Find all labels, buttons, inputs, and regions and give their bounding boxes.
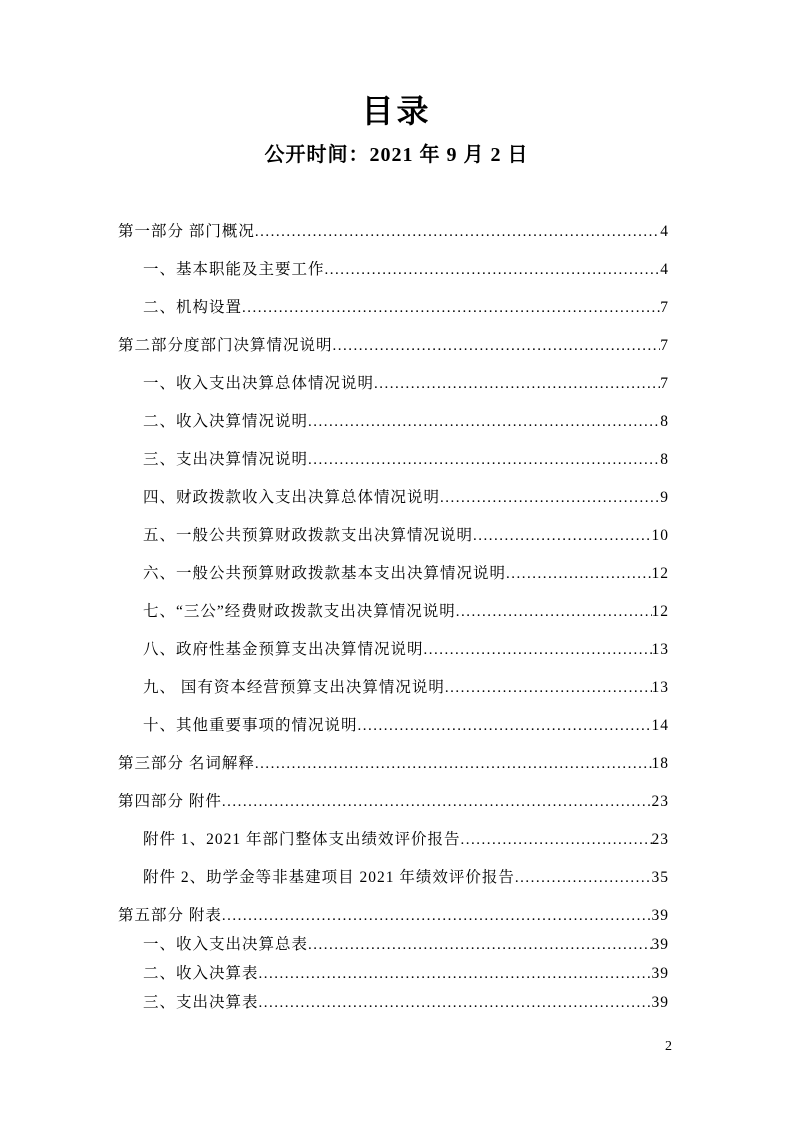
toc-entry-page: 39 (651, 936, 669, 953)
toc-entry[interactable] (118, 640, 669, 660)
toc-dot-leader (515, 868, 652, 888)
toc-entry[interactable] (118, 716, 669, 736)
toc-dot-leader (222, 792, 652, 812)
toc-dot-leader (358, 716, 652, 736)
toc-entry-page: 4 (660, 223, 669, 240)
toc-entry-page: 18 (651, 755, 669, 772)
toc-entry-page: 12 (651, 603, 669, 620)
toc-dot-leader (255, 222, 660, 242)
toc-dot-leader (445, 678, 652, 698)
toc-entry-label: 附件 2、助学金等非基建项目 2021 年绩效评价报告 (143, 869, 515, 886)
toc-entry[interactable] (118, 754, 669, 774)
toc-dot-leader (259, 964, 652, 984)
toc-dot-leader (440, 488, 660, 508)
toc-dot-leader (506, 564, 651, 584)
toc-dot-leader (308, 412, 660, 432)
toc-entry-label: 第四部分 附件 (118, 793, 222, 810)
toc-entry-label: 三、支出决算情况说明 (143, 451, 309, 468)
toc-entry-page: 8 (660, 451, 669, 468)
toc-dot-leader (308, 935, 651, 955)
toc-dot-leader (222, 906, 652, 926)
toc-entry-label: 四、财政拨款收入支出决算总体情况说明 (143, 489, 441, 506)
toc-entry[interactable] (118, 564, 669, 584)
toc (118, 222, 669, 1022)
toc-dot-leader (333, 336, 661, 356)
toc-entry-page: 12 (651, 565, 669, 582)
toc-dot-leader (473, 526, 651, 546)
toc-entry-page: 39 (651, 994, 669, 1011)
toc-dot-leader (461, 830, 652, 850)
toc-dot-leader (255, 754, 652, 774)
toc-dot-leader (325, 260, 661, 280)
toc-entry-page: 7 (660, 337, 669, 354)
toc-dot-leader (308, 450, 660, 470)
toc-entry[interactable] (118, 374, 669, 394)
toc-entry-page: 7 (660, 299, 669, 316)
toc-entry-label: 附件 1、2021 年部门整体支出绩效评价报告 (143, 831, 461, 848)
toc-entry-page: 7 (660, 375, 669, 392)
toc-entry-page: 13 (651, 641, 669, 658)
toc-entry[interactable] (118, 792, 669, 812)
toc-entry-label: 六、一般公共预算财政拨款基本支出决算情况说明 (143, 565, 507, 582)
toc-entry-label: 五、一般公共预算财政拨款支出决算情况说明 (143, 527, 474, 544)
toc-entry[interactable] (118, 906, 669, 926)
toc-entry-page: 39 (651, 907, 669, 924)
toc-entry[interactable] (118, 336, 669, 356)
toc-entry[interactable] (118, 222, 669, 242)
toc-entry[interactable] (118, 526, 669, 546)
toc-dot-leader (242, 298, 660, 318)
toc-dot-leader (424, 640, 652, 660)
toc-entry-label: 第二部分度部门决算情况说明 (118, 337, 333, 354)
toc-entry-page: 4 (660, 261, 669, 278)
toc-entry-page: 13 (651, 679, 669, 696)
toc-entry-page: 10 (651, 527, 669, 544)
page-title: 目录 (361, 93, 432, 129)
toc-entry-label: 第五部分 附表 (118, 907, 222, 924)
toc-entry[interactable] (118, 935, 669, 955)
toc-entry[interactable] (118, 298, 669, 318)
toc-entry-label: 第三部分 名词解释 (118, 755, 255, 772)
toc-entry[interactable] (118, 964, 669, 984)
toc-entry[interactable] (118, 868, 669, 888)
toc-entry[interactable] (118, 450, 669, 470)
toc-entry-label: 九、 国有资本经营预算支出决算情况说明 (143, 679, 445, 696)
toc-entry-page: 8 (660, 413, 669, 430)
publish-time: 公开时间：2021 年 9 月 2 日 (264, 144, 529, 166)
toc-dot-leader (259, 993, 652, 1013)
toc-entry-page: 39 (651, 965, 669, 982)
toc-entry[interactable] (118, 488, 669, 508)
toc-entry-page: 14 (651, 717, 669, 734)
toc-entry-label: 十、其他重要事项的情况说明 (143, 717, 358, 734)
toc-entry-page: 23 (651, 793, 669, 810)
toc-dot-leader (456, 602, 652, 622)
toc-entry-label: 三、支出决算表 (143, 994, 259, 1011)
toc-entry[interactable] (118, 993, 669, 1013)
toc-entry[interactable] (118, 602, 669, 622)
toc-entry-page: 23 (651, 831, 669, 848)
toc-entry-label: 一、收入支出决算总体情况说明 (143, 375, 375, 392)
toc-entry-label: 二、机构设置 (143, 299, 243, 316)
toc-entry[interactable] (118, 830, 669, 850)
toc-entry[interactable] (118, 260, 669, 280)
toc-entry-page: 9 (660, 489, 669, 506)
toc-entry-label: 二、收入决算情况说明 (143, 413, 309, 430)
toc-entry[interactable] (118, 412, 669, 432)
toc-dot-leader (374, 374, 660, 394)
toc-entry-label: 八、政府性基金预算支出决算情况说明 (143, 641, 424, 658)
toc-entry-label: 第一部分 部门概况 (118, 223, 255, 240)
toc-entry-label: 七、“三公”经费财政拨款支出决算情况说明 (143, 603, 456, 620)
toc-entry-label: 二、收入决算表 (143, 965, 259, 982)
toc-entry-label: 一、收入支出决算总表 (143, 936, 309, 953)
toc-entry-label: 一、基本职能及主要工作 (143, 261, 325, 278)
footer-page-number: 2 (665, 1039, 672, 1054)
toc-entry-page: 35 (651, 869, 669, 886)
toc-entry[interactable] (118, 678, 669, 698)
